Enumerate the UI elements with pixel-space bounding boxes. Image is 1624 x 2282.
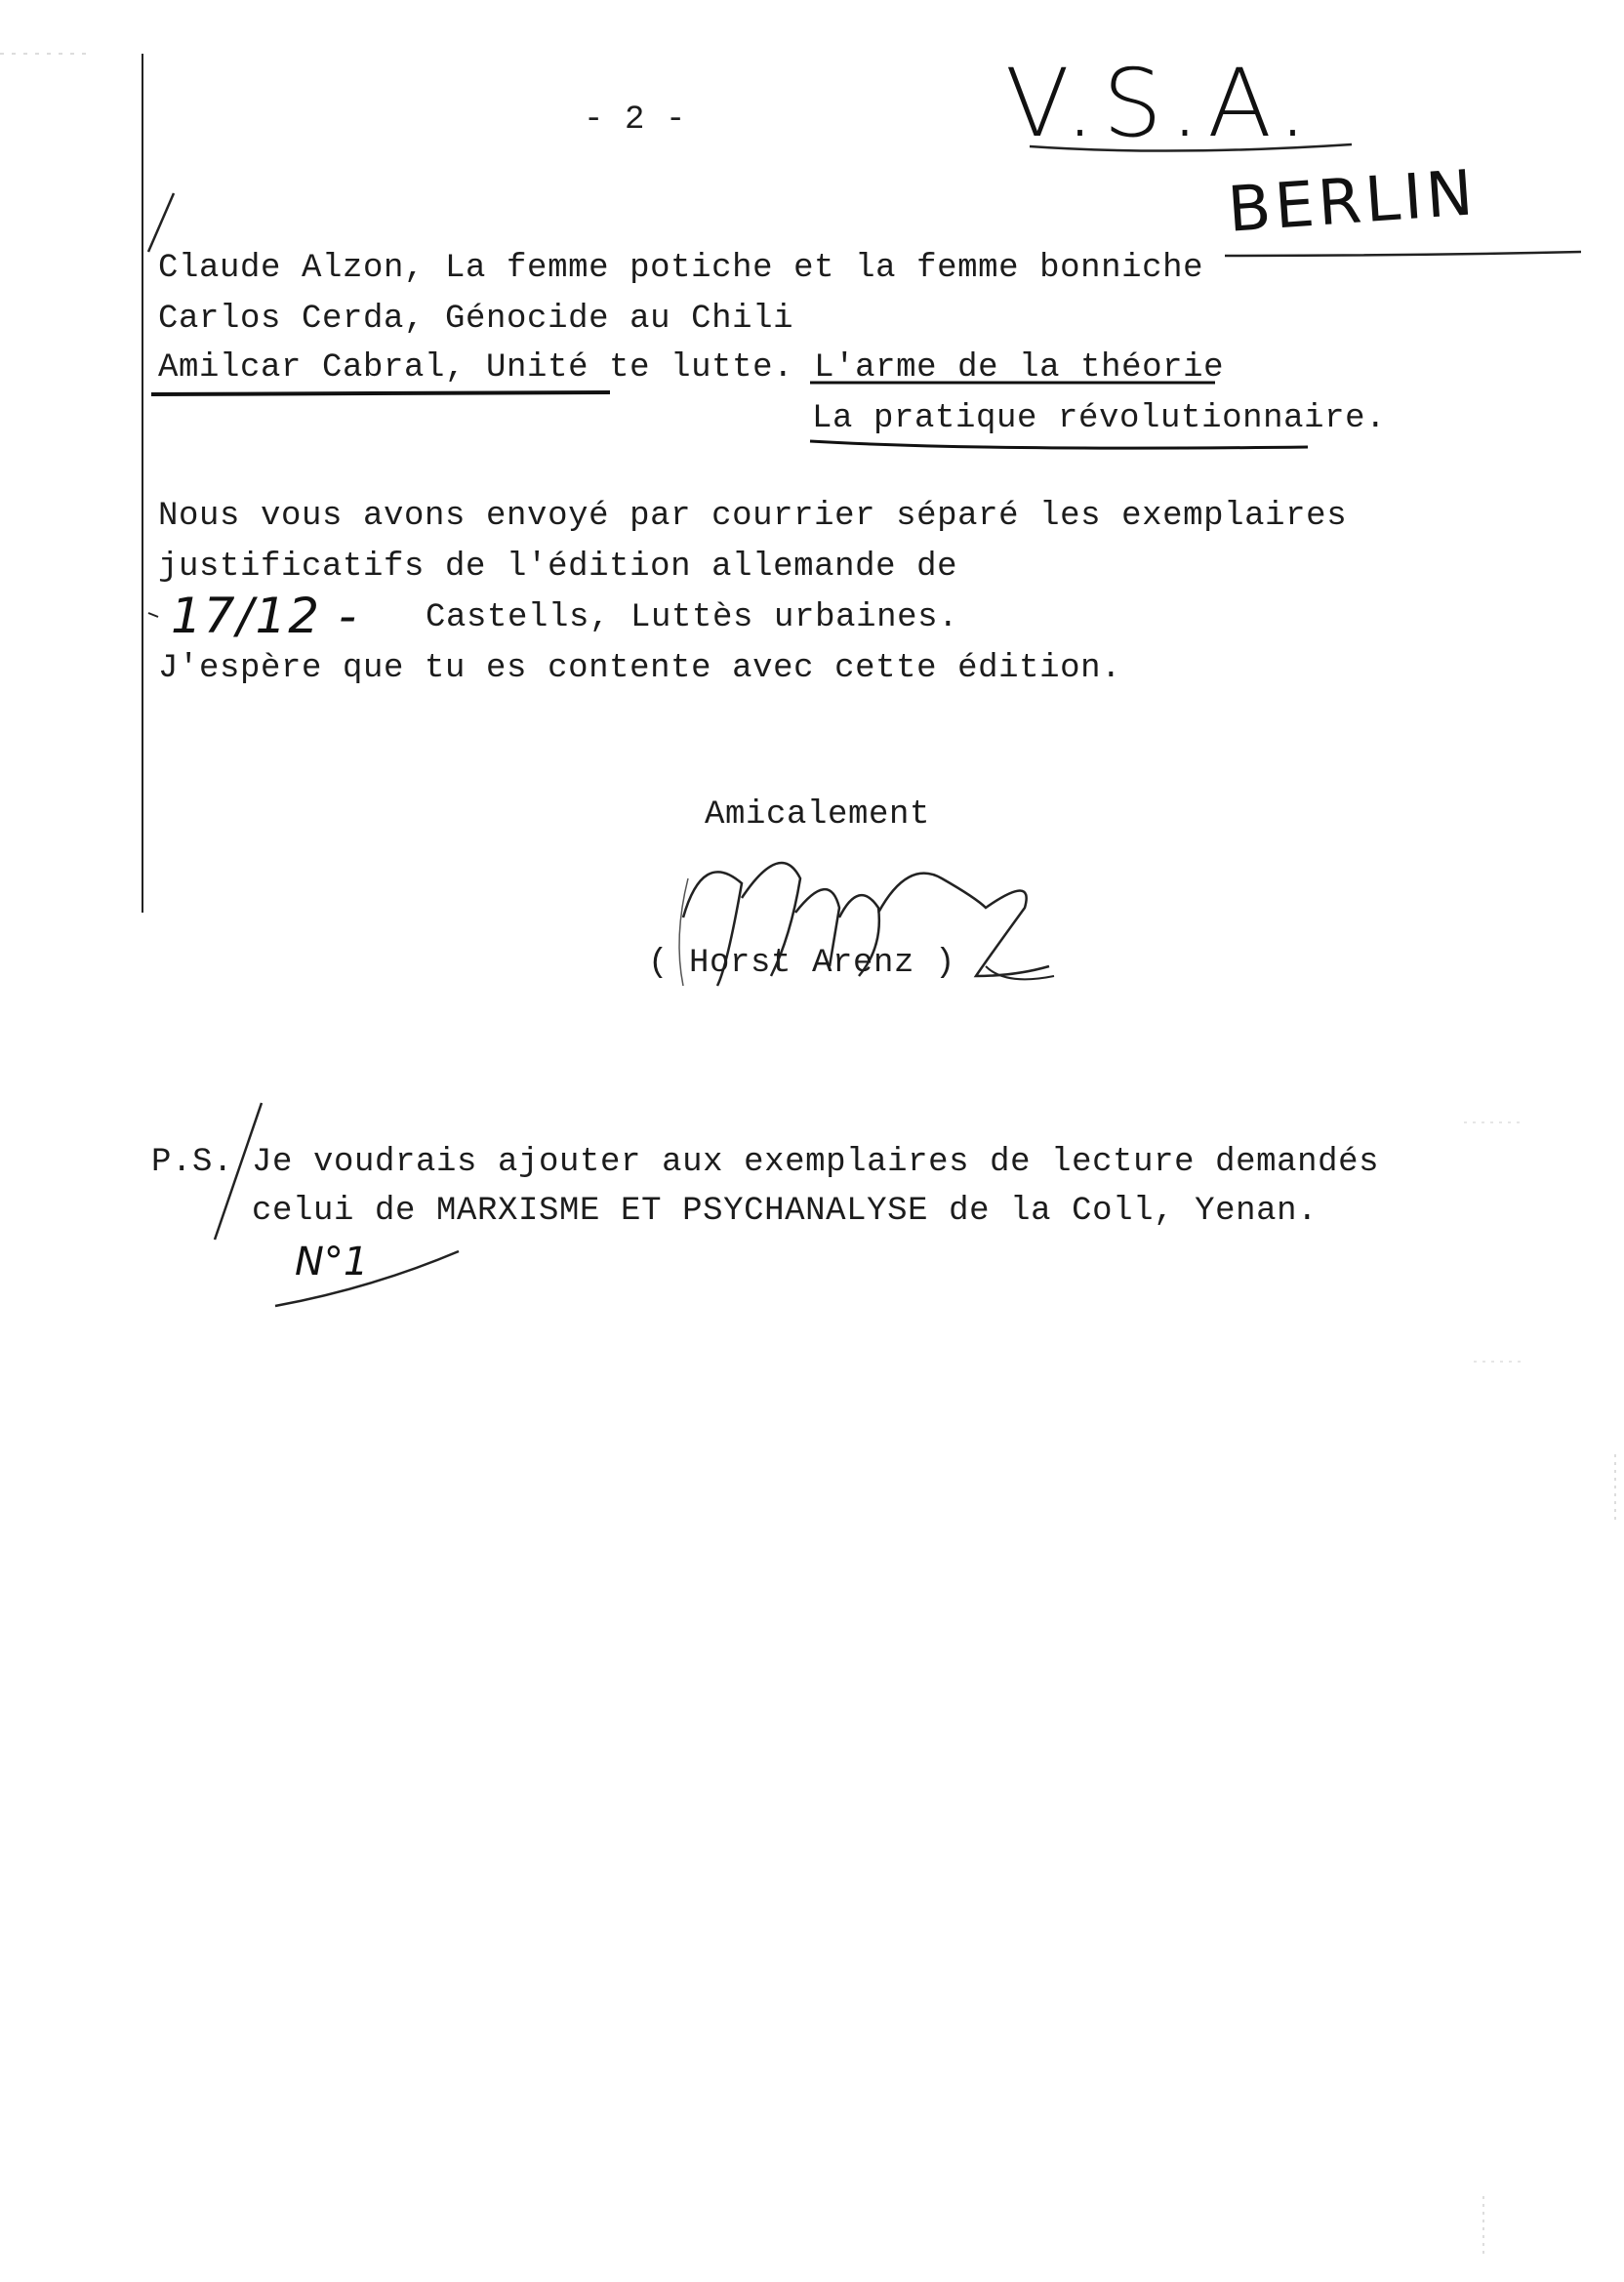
body-line: Castells, Luttès urbaines. — [426, 599, 959, 636]
berlin-underline — [1225, 252, 1581, 256]
closing: Amicalement — [705, 796, 931, 834]
ps-label: P.S. — [151, 1144, 234, 1181]
handwritten-date: 17/12 - — [171, 588, 359, 644]
underline-subtitle — [810, 441, 1308, 448]
book-item: Amilcar Cabral, Unité te lutte. L'arme de la théorie — [158, 349, 1225, 387]
book-item-subtitle: La pratique révolutionnaire. — [812, 400, 1387, 437]
signature-name: ( Horst Arenz ) — [648, 945, 956, 982]
ps-line: celui de MARXISME ET PSYCHANALYSE de la Coll, Yenan. — [252, 1193, 1319, 1230]
check-mark — [148, 193, 174, 252]
body-line: J'espère que tu es contente avec cette édition. — [158, 650, 1122, 687]
handwritten-number: N°1 — [295, 1240, 369, 1284]
ps-line: Je voudrais ajouter aux exemplaires de lecture demandés — [252, 1144, 1380, 1181]
underline-author — [151, 392, 610, 394]
page-number: - 2 - — [584, 102, 687, 139]
book-item: Carlos Cerda, Génocide au Chili — [158, 301, 794, 338]
body-line: Nous vous avons envoyé par courrier séparé les exemplaires — [158, 498, 1348, 535]
handwritten-vsa: V.S.A. — [1005, 49, 1316, 158]
handwritten-berlin: BERLIN — [1225, 157, 1480, 247]
body-line: justificatifs de l'édition allemande de — [158, 549, 958, 586]
book-item: Claude Alzon, La femme potiche et la femme bonniche — [158, 250, 1204, 287]
